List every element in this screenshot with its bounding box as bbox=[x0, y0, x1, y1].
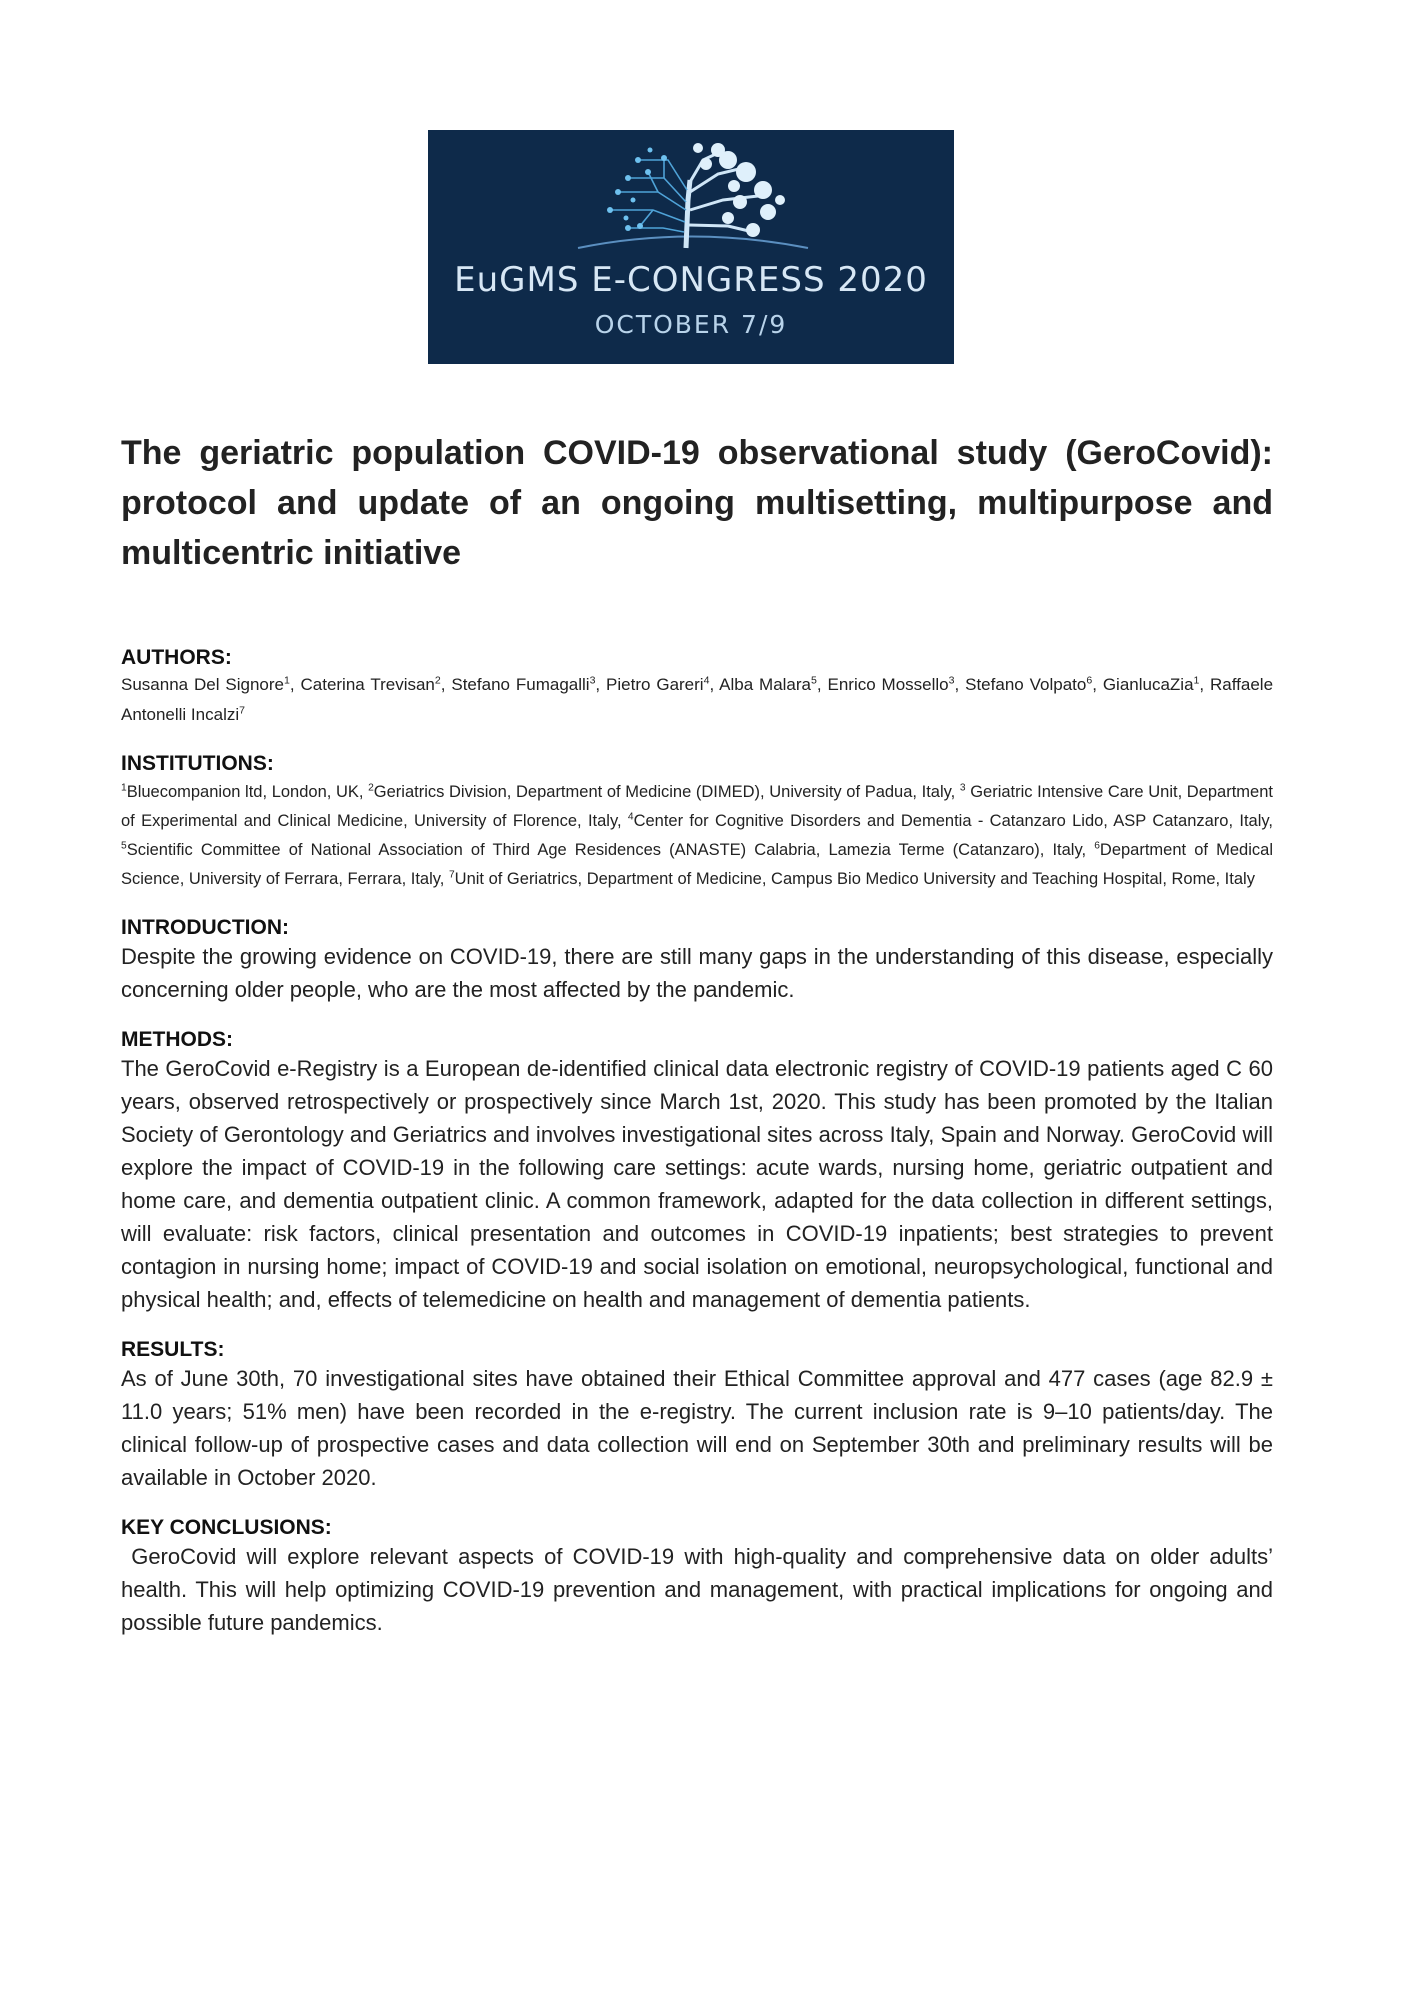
methods-heading: METHODS: bbox=[121, 1028, 233, 1051]
author-affiliation-number: 7 bbox=[239, 704, 245, 717]
author-name: Raffaele Antonelli Incalzi bbox=[121, 675, 1274, 724]
conclusions-section bbox=[121, 1516, 1280, 1639]
author-name: GianlucaZia bbox=[1102, 675, 1194, 694]
results-section bbox=[121, 1338, 1273, 1494]
banner-title: EuGMS E-CONGRESS 2020 bbox=[454, 260, 928, 300]
institution-number: 7 bbox=[448, 869, 455, 881]
paper-title: The geriatric population COVID-19 observational study (GeroCovid): protocol and update of an ongoing multisetting, multipurpose and multicentric initiative bbox=[121, 434, 1273, 572]
institution-text: Geriatrics Division, Department of Medicine (DIMED), University of Padua, Italy, bbox=[373, 783, 960, 801]
institution-text: Department of Medical Science, University of Ferrara, Ferrara, Italy, bbox=[121, 841, 1273, 888]
institution-number: 3 bbox=[959, 782, 966, 794]
author-name: Susanna Del Signore bbox=[121, 675, 284, 694]
institution-text: Center for Cognitive Disorders and Dementia - Catanzaro Lido, ASP Catanzaro, Italy, bbox=[633, 812, 1273, 830]
institution-number: 1 bbox=[121, 782, 127, 794]
abstract-content bbox=[121, 428, 1280, 1639]
author-affiliation-number: 1 bbox=[1193, 674, 1200, 687]
author-affiliation-number: 3 bbox=[589, 674, 596, 687]
author-name: Pietro Gareri bbox=[606, 675, 704, 694]
methods-section bbox=[121, 1028, 1273, 1316]
institution-text: Bluecompanion ltd, London, UK, bbox=[126, 783, 369, 801]
authors-heading: AUTHORS: bbox=[121, 646, 232, 669]
author-affiliation-number: 6 bbox=[1086, 674, 1093, 687]
author-name: Caterina Trevisan bbox=[300, 675, 435, 694]
institution-number: 4 bbox=[627, 811, 634, 823]
author-affiliation-number: 1 bbox=[284, 674, 290, 687]
author-affiliation-number: 3 bbox=[948, 674, 955, 687]
introduction-heading: INTRODUCTION: bbox=[121, 916, 289, 939]
author-name: Alba Malara bbox=[719, 675, 811, 694]
congress-banner bbox=[428, 130, 954, 364]
author-name: Enrico Mossello bbox=[827, 675, 949, 694]
results-heading: RESULTS: bbox=[121, 1338, 225, 1361]
institution-number: 6 bbox=[1094, 840, 1100, 852]
introduction-section bbox=[121, 916, 1273, 1006]
banner-subtitle: OCTOBER 7/9 bbox=[594, 310, 788, 339]
methods-text: The GeroCovid e-Registry is a European de-identified clinical data electronic registry of COVID-19 patients aged C 60 years, observed retrospectively or prospectively since March 1st, 2020. This study has been promoted by the Italian Society of Gerontology and Geriatrics and involves investigational sites across Italy, Spain and Norway. GeroCovid will explore the impact of COVID-19 in the following care settings: acute wards, nursing home, geriatric outpatient and home care, and dementia outpatient clinic. A common framework, adapted for the data collection in different settings, will evaluate: risk factors, clinical presentation and outcomes in COVID-19 inpatients; best strategies to prevent contagion in nursing home; impact of COVID-19 and social isolation on emotional, neuropsychological, functional and physical health; and, effects of telemedicine on health and management of dementia patients. bbox=[121, 1056, 1273, 1312]
author-affiliation-number: 4 bbox=[703, 674, 710, 687]
results-text: As of June 30th, 70 investigational sites have obtained their Ethical Committee approval and 477 cases (age 82.9 ± 11.0 years; 51% men) have been recorded in the e-registry. The current inclusion rate is 9–10 patients/day. The clinical follow-up of prospective cases and data collection will end on September 30th and preliminary results will be available in October 2020. bbox=[121, 1366, 1273, 1490]
institutions-list bbox=[121, 778, 1273, 894]
institution-text: Scientific Committee of National Association of Third Age Residences (ANASTE) Calabria, Lamezia Terme (Catanzaro), Italy, bbox=[126, 841, 1095, 859]
author-name: Stefano Volpato bbox=[965, 675, 1087, 694]
institution-text: Geriatric Intensive Care Unit, Department of Experimental and Clinical Medicine, University of Florence, Italy, bbox=[121, 783, 1273, 830]
author-affiliation-number: 5 bbox=[811, 674, 817, 687]
institutions-section bbox=[121, 752, 1273, 894]
institution-text: Unit of Geriatrics, Department of Medicine, Campus Bio Medico University and Teaching Hospital, Rome, Italy bbox=[454, 870, 1255, 888]
conclusions-heading: KEY CONCLUSIONS: bbox=[121, 1516, 332, 1539]
institutions-heading: INSTITUTIONS: bbox=[121, 752, 274, 775]
introduction-text: Despite the growing evidence on COVID-19, there are still many gaps in the understanding of this disease, especially concerning older people, who are the most affected by the pandemic. bbox=[121, 944, 1273, 1002]
author-affiliation-number: 2 bbox=[434, 674, 441, 687]
institution-number: 5 bbox=[121, 840, 127, 852]
authors-list: Susanna Del Signore$^1$, Caterina Trevisan$^2$, Stefano Fumagalli$^3$, Pietro Gareri$^4$, Alba Malara$^5$, Enrico Mossello$^3$, Stefano Volpato$^6$, GianlucaZia$^1$, Raffaele Antonelli Incalzi$^7$ bbox=[121, 674, 1274, 724]
author-name: Stefano Fumagalli bbox=[451, 675, 590, 694]
authors-section bbox=[121, 646, 1273, 730]
conclusions-text: GeroCovid will explore relevant aspects of COVID-19 with high-quality and comprehensive data on older adults’ health. This will help optimizing COVID-19 prevention and management, with practical implications for ongoing and possible future pandemics. bbox=[121, 1544, 1280, 1635]
institution-number: 2 bbox=[368, 782, 374, 794]
